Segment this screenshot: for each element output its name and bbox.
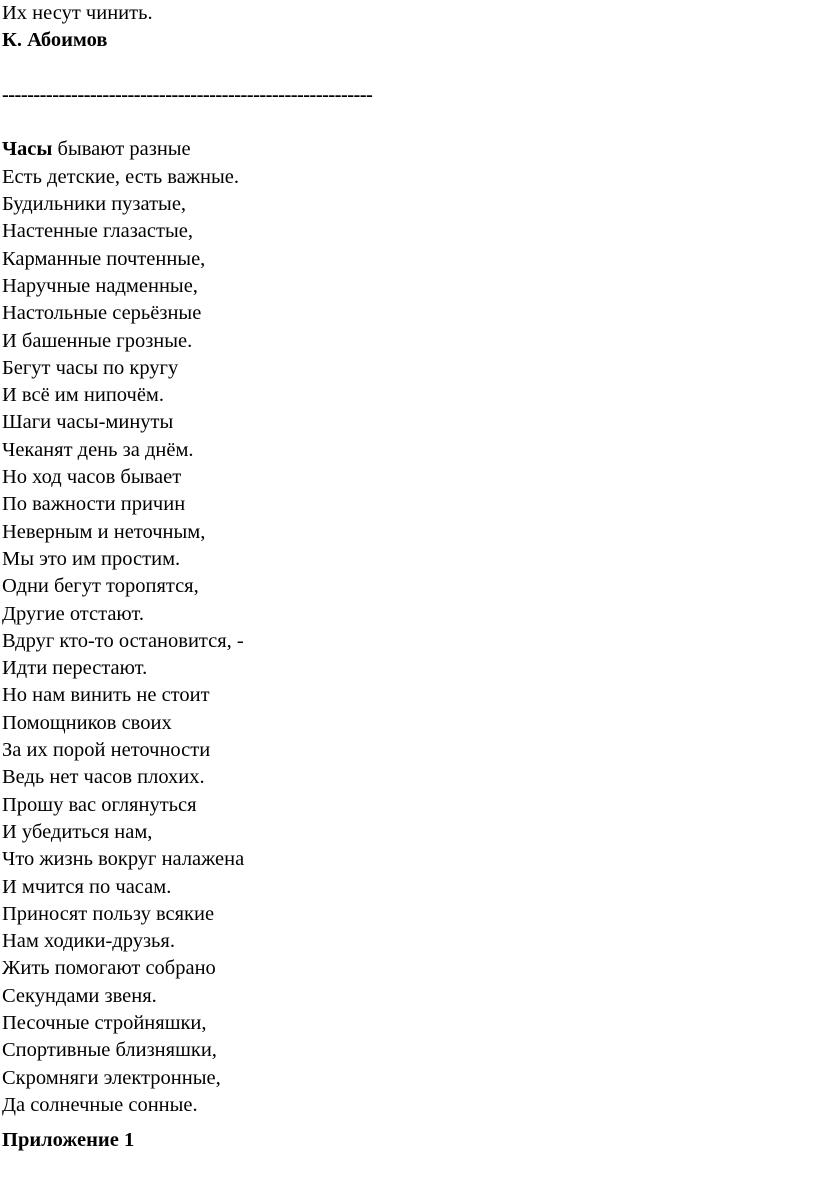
poem-line: За их порой неточности bbox=[2, 739, 211, 762]
poem-line: Мы это им простим. bbox=[2, 547, 181, 570]
poem-line: Секундами звеня. bbox=[2, 984, 157, 1007]
poem-line: Идти перестают. bbox=[2, 657, 148, 680]
poem-line: Будильники пузатые, bbox=[2, 193, 187, 216]
poem-line: Другие отстают. bbox=[2, 602, 144, 625]
poem-lead-word: Часы bbox=[2, 138, 53, 161]
poem-line: Жить помогают собрано bbox=[2, 957, 216, 980]
divider-line: ----------------------------------------------------------- bbox=[2, 83, 373, 106]
poem-line: Бегут часы по кругу bbox=[2, 356, 179, 379]
author-name: К. Абоимов bbox=[2, 29, 108, 52]
intro-line: Их несут чинить. bbox=[2, 2, 153, 24]
poem-line: Одни бегут торопятся, bbox=[2, 575, 199, 598]
poem-line: Чеканят день за днём. bbox=[2, 438, 194, 461]
poem-line: Есть детские, есть важные. bbox=[2, 165, 239, 188]
poem-line: Да солнечные сонные. bbox=[2, 1093, 198, 1116]
poem-line: И мчится по часам. bbox=[2, 875, 172, 898]
poem-line: Прошу вас оглянуться bbox=[2, 793, 197, 816]
poem-line: По важности причин bbox=[2, 493, 186, 516]
poem-line: И башенные грозные. bbox=[2, 329, 193, 352]
document-page bbox=[2, 0, 802, 1154]
appendix-heading: Приложение 1 bbox=[2, 1129, 135, 1152]
poem-line: Неверным и неточным, bbox=[2, 520, 206, 543]
spacer bbox=[2, 55, 802, 82]
poem-line: Приносят пользу всякие bbox=[2, 902, 215, 925]
poem-line: Скромняги электронные, bbox=[2, 1066, 221, 1089]
poem-line: Наручные надменные, bbox=[2, 274, 198, 297]
poem-line: Спортивные близняшки, bbox=[2, 1039, 217, 1062]
poem-line: Но нам винить не стоит bbox=[2, 684, 210, 707]
poem-line: Шаги часы-минуты bbox=[2, 411, 174, 434]
poem-line: Песочные стройняшки, bbox=[2, 1011, 207, 1034]
poem-line: Но ход часов бывает bbox=[2, 466, 182, 489]
poem-line: Нам ходики-друзья. bbox=[2, 930, 175, 953]
poem-line: Настенные глазастые, bbox=[2, 220, 193, 243]
poem-line: Ведь нет часов плохих. bbox=[2, 766, 205, 789]
poem-line: И убедиться нам, bbox=[2, 820, 153, 843]
poem-line: Карманные почтенные, bbox=[2, 247, 206, 270]
poem-line: Что жизнь вокруг налажена bbox=[2, 848, 245, 871]
poem-line: И всё им нипочём. bbox=[2, 384, 165, 407]
poem-line: Помощников своих bbox=[2, 711, 172, 734]
spacer bbox=[2, 109, 802, 136]
poem-line: Вдруг кто-то остановится, - bbox=[2, 629, 244, 652]
poem-first-line-rest: бывают разные bbox=[52, 138, 191, 161]
poem-line: Настольные серьёзные bbox=[2, 302, 202, 325]
poem-first-line bbox=[2, 136, 802, 163]
